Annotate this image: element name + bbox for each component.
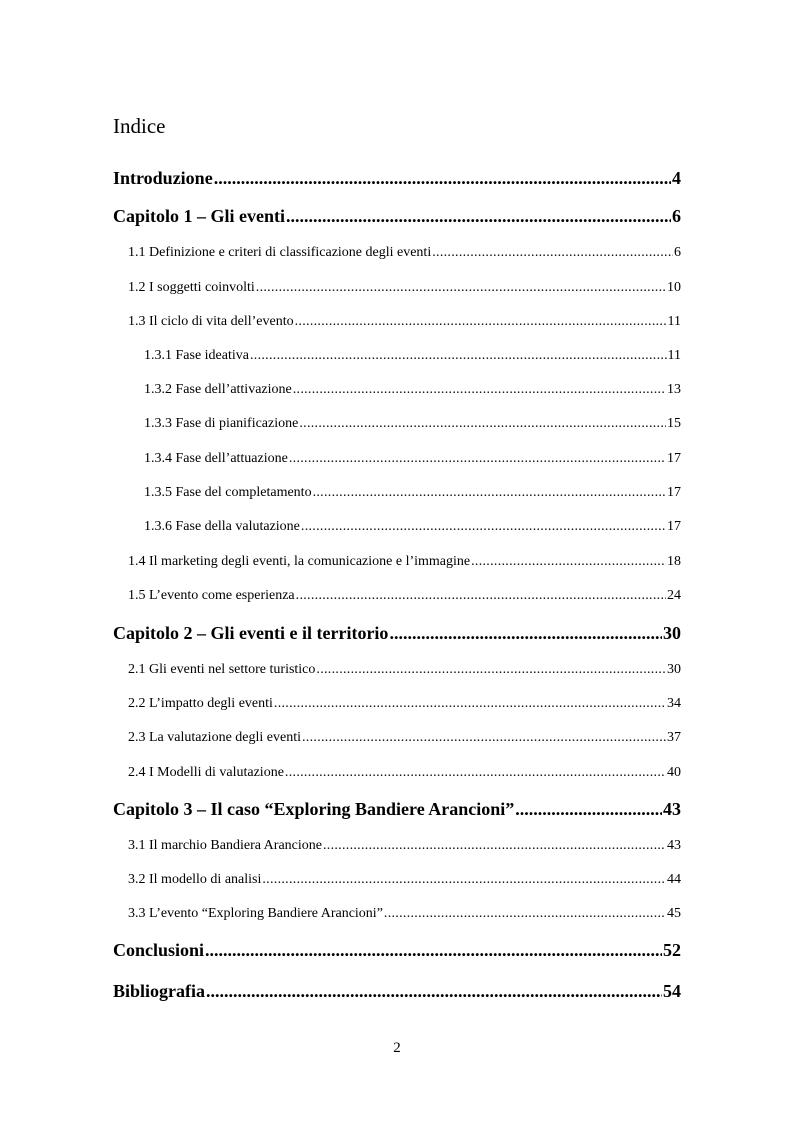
toc-entry-page: 43 bbox=[667, 838, 681, 853]
toc-entry-page: 18 bbox=[667, 554, 681, 569]
toc-entry-page: 13 bbox=[667, 382, 681, 397]
page-title: Indice bbox=[113, 114, 166, 138]
toc-entry-page: 6 bbox=[672, 206, 681, 226]
toc-entry-label: 2.4 I Modelli di valutazione bbox=[128, 765, 284, 780]
toc-entry-page: 44 bbox=[667, 872, 681, 887]
toc-entry-label: 1.3.2 Fase dell’attivazione bbox=[144, 382, 292, 397]
toc-entry-page: 54 bbox=[663, 981, 681, 1001]
toc-entry-label: 2.1 Gli eventi nel settore turistico bbox=[128, 662, 316, 677]
toc-entry-label: 1.3.5 Fase del completamento bbox=[144, 485, 312, 500]
toc-entry-page: 4 bbox=[672, 168, 681, 188]
toc-entry-label: 1.2 I soggetti coinvolti bbox=[128, 280, 255, 295]
toc-entry-page: 17 bbox=[667, 485, 681, 500]
toc-entry-1-3-5[interactable] bbox=[144, 485, 681, 501]
toc-entry-label: Conclusioni bbox=[113, 940, 205, 960]
toc-entry-2-3[interactable] bbox=[128, 730, 681, 746]
toc-entry-1-3-3[interactable] bbox=[144, 416, 681, 432]
toc-entry-3-3[interactable] bbox=[128, 906, 681, 922]
toc-entry-1-3-1[interactable] bbox=[144, 348, 681, 364]
toc-entry-capitolo-2[interactable] bbox=[113, 623, 681, 644]
toc-entry-page: 34 bbox=[667, 696, 681, 711]
toc-entry-2-4[interactable] bbox=[128, 765, 681, 781]
toc-entry-page: 24 bbox=[667, 588, 681, 603]
toc-entry-page: 40 bbox=[667, 765, 681, 780]
toc-entry-3-1[interactable] bbox=[128, 838, 681, 854]
toc-entry-label: 2.2 L’impatto degli eventi bbox=[128, 696, 273, 711]
toc-entry-label: Bibliografia bbox=[113, 981, 206, 1001]
toc-entry-label: 1.3 Il ciclo di vita dell’evento bbox=[128, 314, 294, 329]
toc-entry-1-1[interactable] bbox=[128, 245, 681, 261]
toc-entry-page: 45 bbox=[667, 906, 681, 921]
toc-entry-label: 3.1 Il marchio Bandiera Arancione bbox=[128, 838, 322, 853]
toc-entry-3-2[interactable] bbox=[128, 872, 681, 888]
toc-entry-conclusioni[interactable] bbox=[113, 940, 681, 961]
toc-entry-page: 52 bbox=[663, 940, 681, 960]
toc-entry-2-1[interactable] bbox=[128, 662, 681, 678]
toc-entry-1-3-2[interactable] bbox=[144, 382, 681, 398]
toc-entry-1-3-4[interactable] bbox=[144, 451, 681, 467]
toc-entry-label: 3.2 Il modello di analisi bbox=[128, 872, 262, 887]
toc-entry-label: Capitolo 3 – Il caso “Exploring Bandiere Arancioni” bbox=[113, 799, 515, 819]
page-number: 2 bbox=[393, 1040, 401, 1056]
toc-entry-label: 3.3 L’evento “Exploring Bandiere Arancioni” bbox=[128, 906, 383, 921]
toc-entry-page: 10 bbox=[667, 280, 681, 295]
toc-entry-label: Capitolo 1 – Gli eventi bbox=[113, 206, 285, 226]
toc-entry-1-3-6[interactable] bbox=[144, 519, 681, 535]
toc-entry-1-5[interactable] bbox=[128, 588, 681, 604]
toc-entry-page: 30 bbox=[663, 623, 681, 643]
toc-entry-capitolo-1[interactable] bbox=[113, 206, 681, 227]
toc-entry-label: 1.3.3 Fase di pianificazione bbox=[144, 416, 299, 431]
toc-entry-page: 15 bbox=[667, 416, 681, 431]
toc-entry-2-2[interactable] bbox=[128, 696, 681, 712]
toc-entry-introduzione[interactable] bbox=[113, 168, 681, 189]
toc-entry-page: 43 bbox=[663, 799, 681, 819]
toc-entry-1-3[interactable] bbox=[128, 314, 681, 330]
toc-entry-page: 6 bbox=[674, 245, 681, 260]
toc-entry-bibliografia[interactable] bbox=[113, 981, 681, 1002]
toc-entry-page: 30 bbox=[667, 662, 681, 677]
toc-entry-label: Introduzione bbox=[113, 168, 213, 188]
toc-entry-page: 37 bbox=[667, 730, 681, 745]
toc-entry-label: 1.5 L’evento come esperienza bbox=[128, 588, 295, 603]
toc-entry-capitolo-3[interactable] bbox=[113, 799, 681, 820]
toc-entry-label: 1.3.6 Fase della valutazione bbox=[144, 519, 300, 534]
toc-entry-page: 17 bbox=[667, 519, 681, 534]
toc-entry-1-2[interactable] bbox=[128, 280, 681, 296]
toc-entry-label: 2.3 La valutazione degli eventi bbox=[128, 730, 301, 745]
toc-entry-label: 1.3.1 Fase ideativa bbox=[144, 348, 249, 363]
toc-entry-page: 11 bbox=[667, 348, 681, 363]
toc-entry-label: 1.1 Definizione e criteri di classificazione degli eventi bbox=[128, 245, 432, 260]
toc-entry-page: 17 bbox=[667, 451, 681, 466]
toc-entry-label: 1.3.4 Fase dell’attuazione bbox=[144, 451, 288, 466]
toc-entry-page: 11 bbox=[667, 314, 681, 329]
toc-entry-label: Capitolo 2 – Gli eventi e il territorio bbox=[113, 623, 389, 643]
toc-entry-label: 1.4 Il marketing degli eventi, la comunicazione e l’immagine bbox=[128, 554, 471, 569]
toc-entry-1-4[interactable] bbox=[128, 554, 681, 570]
